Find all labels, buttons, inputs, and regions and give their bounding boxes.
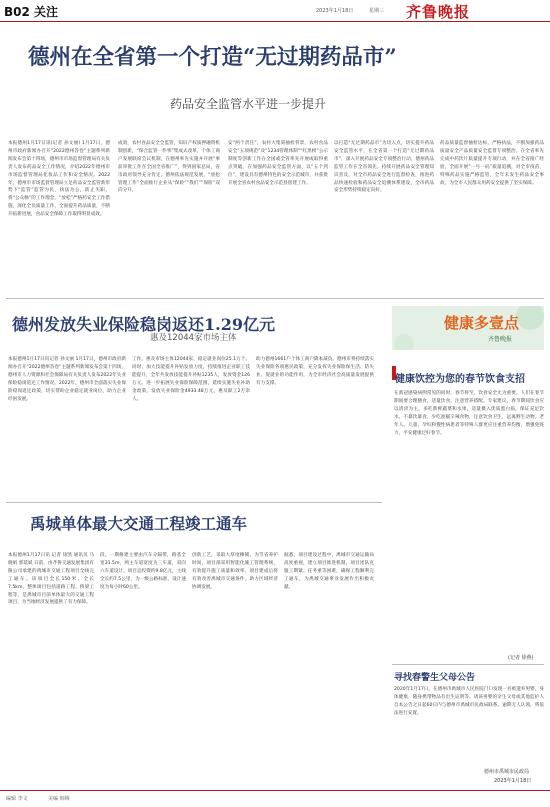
story3-column: 段。一期修建主要由汽车分隔带，路基全宽31.5m，两主车道宽度为三车道，双向六车道设计。项目总投资约9.8亿元，主线全长约7.5公里，为一级公路标准，设计速度为每小时60公里。: [100, 553, 186, 590]
story1-column: 本报德州1月17日讯(记者 孙文丽) 1月17日，德州市政府新闻办召开“2022德州答卷”主题系列新闻发布会第十四场，德州市市场监督管理局有关负责人发布药品安全工作情况，介绍2022年德州市市场监督管理局化妆品工作和安全情况。2022年，德州市市场监督管理局立足药品安全监管新形势下“监管”监管为民，执法为公，防止失职，将“公众畅”的工作理念，“放松”严格药安全工作措施，深化全员质量工作，全面提升药品质量，不断开拓新进展，食品安全保障工作取得明显成效。: [8, 141, 110, 218]
newspaper-logo: 齐鲁晚报: [406, 3, 471, 21]
page-footer: [0, 790, 550, 807]
story3-column: 据悉，项目建设过程中，禹城市交通运输局高度重视，建立项目推进机制，项目团队克服工期紧、任务重等困难，确保工程顺利完工通车，为禹城交通事业发展作出积极贡献。: [284, 553, 374, 590]
sidebar2-title: 寻找春警生父母公告: [394, 673, 476, 683]
sidebar1-text: 在新冠感染病例常见的同时，春节将至，饮食安全尤为重要。人们在春节期间要合理膳食，适量饮食，注意营养搭配。专家建议，春节期间饮食应以清淡为主，多吃新鲜蔬菜和水果，适量摄入优质蛋白质，保证充足饮水，不暴饮暴食，少吃油腻辛辣食物，注意饮食卫生，远离野生动物。老年人、儿童、孕妇和慢性病患者等特殊人群更应注重营养均衡，增强免疫力，平安健康过好春节。: [394, 391, 544, 436]
story2-column: 本报德州1月17日讯记者 孙文丽 1月17日，德州市政府新闻办召开“2022德州答卷”主题系列新闻发布会第十四场，德州市人力资源和社会保障局有关负责人发布2022年失业保险稳岗返还工作情况。2022年，德州市全面落实失业保险稳岗返还政策，切实帮助企业稳定就业岗位，助力企业纾困发展。: [8, 357, 126, 402]
story1-column: 药品质量监督抽检达标，严格执法，不断加强药品质量安全产品质量安全监督专项整治。在全省率先完成中药饮片质量提升专项行动，并在全省推广经验，全面开展“一号一码”质量追溯，对全市疫苗、特殊药品实施严格监管，全年未发生药品安全事故，为全市人民群众用药安全提供了坚实保障。: [440, 141, 544, 186]
story1-column: 成效，农村食品安全全监管，知识产权质押融资机制创新，“保合监管一件事”集成式改革，个体工商户发展联席会议机制，在德州率先实施并开展“事前审批工作在全国全省推广”，得到国家总局，省市政府领导充分肯定。德州依法规范发展，“放松管理工作”全面推行企业从“保险”“我们”“保险”双向分开。: [118, 141, 220, 194]
section-divider: [392, 664, 544, 665]
story1-column: 以打造“无过期药品市”为切入点，切实提升药品安全监管水平，在全省第一个打造“无过期药品市”，深入开展药品安全专项整治行动，德州药品监管工作在全省领先。持续开展药品安全管理知识普及，对全市药品安全进行监督检查，推进药品快速检验和药品安全追溯体系建设，全市药品安全形势持续稳定向好。: [334, 141, 434, 194]
story1-subhead: 药品安全监管水平进一步提升: [170, 97, 327, 111]
health-ad-banner: [392, 306, 544, 350]
story3-column: 创新工艺，采取大厚度摊铺，为节省养护时间，项目部采用智能化施工管理系统，有效提升施工质量和效率。项目建成后将有效改善禹城市交通条件，助力区域经济协调发展。: [192, 553, 278, 590]
sidebar2-org: 德州市禹城市民政局: [484, 769, 530, 775]
story1-headline: 德州在全省第一个打造“无过期药品市”: [28, 45, 397, 70]
issue-date: 2023年1月18日: [316, 8, 354, 14]
story2-headline: 德州发放失业保险稳岗返还1.29亿元: [12, 315, 275, 334]
sidebar1-title: 健康饮控为您的春节饮食支招: [395, 374, 525, 385]
section-divider: [6, 298, 544, 299]
sidebar1-byline: (记者 徐燕): [508, 655, 534, 661]
sidebar2-text: 2020年1月17日，在德州市禹城市人民医院门口发现一名被遗弃男婴，身体健康，随身携带物品有出生证明等。请该男婴的亲生父母或其他监护人自本公告之日起60日内与德州市禹城市民政局联系。逾期无人认领，将依法进行安置。: [394, 687, 544, 716]
story2-column: 工作。惠及市场主体12044家，稳定就业岗位25.1万个。同时，加大技能提升补贴发放力度，持续推进企业职工技能提升，全年共发放技能提升补贴1235人，发放资金126万元。进一步拓展失业保险保障范围，延续实施失业补助金政策，发放失业保险金4933.48万元，惠及职工2万余人。: [132, 357, 250, 402]
story2-subhead: 惠及12044家市场主体: [150, 333, 237, 343]
ad-slogan: 健康多壹点: [444, 314, 520, 332]
footer-design: 美编 韩梅: [48, 796, 70, 802]
story2-column: 助力德州1661户个体工商户降本减负。德州市将持续落实失业保险各项惠民政策，充分发挥失业保险保生活、防失业、促就业的功能作用，为全市经济社会高质量发展提供有力支撑。: [256, 357, 374, 386]
story3-headline: 禹城单体最大交通工程竣工通车: [30, 514, 248, 533]
sidebar2-date: 2023年1月18日: [494, 778, 532, 784]
section-divider: [6, 502, 382, 503]
story3-column: 本报德州1月17日讯 记者 徐凯 通讯员 马晓娟 郭延斌 日前，由齐鲁交通发展集团有限公司承建的禹城市交通工程项目全线完工通车。该项目全长150米，全长7.5km，整体项目包括道路工程、桥梁工程等，是禹城市目前单体最大的交通工程项目，为当地经济发展提供了有力保障。: [8, 553, 94, 606]
section-label: B02 关注: [4, 5, 59, 19]
story1-column: 安“两个责任”，农村大集简抽检背景，农村食品安全“五项规范”及“1234管理体制”“红黑榜”公示制度等创新工作在全国或全省率先开展或取得重点突破。在加强药品安全监管方面，以“五个到位”，建设具有德州特色的安全示范城市，并获批开展全省农村食品安全示范县创建工作。: [228, 141, 328, 186]
issue-weekday: 星期三: [369, 8, 385, 14]
ad-org: 齐鲁晚报: [488, 336, 513, 343]
footer-editor: 编辑 李文: [6, 796, 28, 802]
page-header: [0, 0, 550, 22]
